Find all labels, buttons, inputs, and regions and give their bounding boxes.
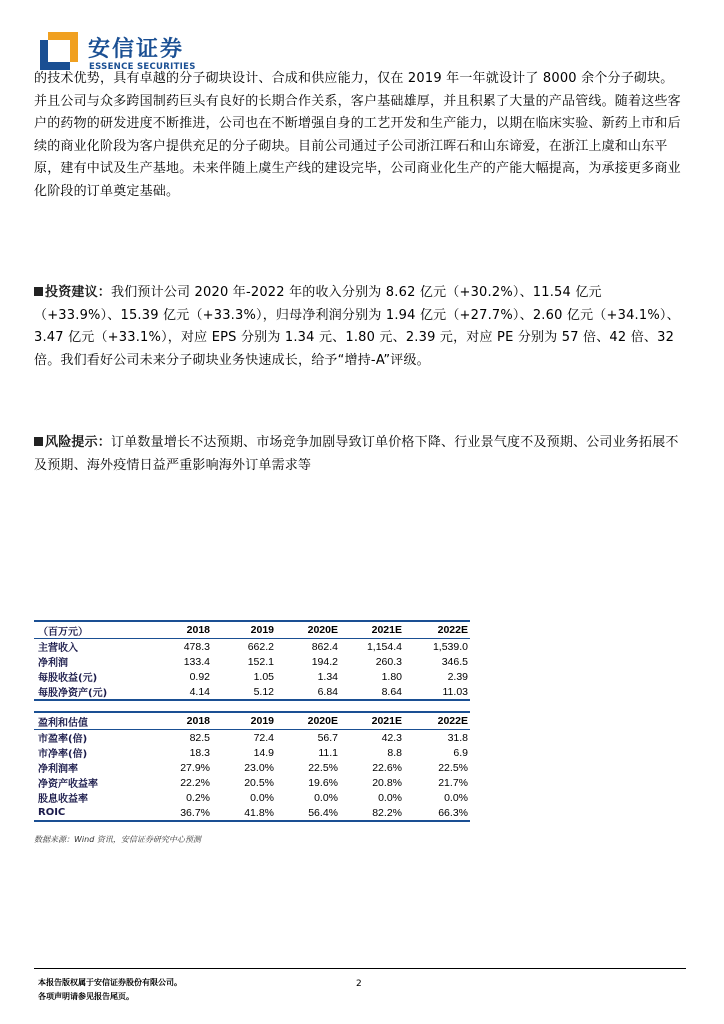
- table-cell: 478.3: [183, 640, 210, 653]
- essence-logo-icon: [40, 32, 78, 70]
- table-header-year: 2021E: [340, 712, 404, 730]
- table-cell: 22.2%: [180, 776, 210, 789]
- table-cell: 1,154.4: [366, 640, 402, 653]
- table-cell: 0.92: [189, 670, 210, 683]
- table-cell: 22.6%: [372, 761, 402, 774]
- row-label: 股息收益率: [38, 794, 88, 805]
- table-cell: 42.3: [381, 731, 402, 744]
- bullet-square-icon: [34, 287, 43, 296]
- table-cell: 662.2: [247, 640, 274, 653]
- row-label: 净利润率: [38, 764, 78, 775]
- table-row: [34, 775, 470, 790]
- table-cell: 1.80: [381, 670, 402, 683]
- table-header-year: 2019: [212, 712, 276, 730]
- table-cell: 11.03: [404, 684, 470, 700]
- table-cell: 31.8: [447, 731, 468, 744]
- table-cell: 72.4: [253, 731, 274, 744]
- investment-advice-text: 我们预计公司 2020 年-2022 年的收入分别为 8.62 亿元（+30.2%）、11.54 亿元（+33.9%）、15.39 亿元（+33.3%），归母净利润分别为 1.94 亿元（+27.7%）、2.60 亿元（+34.1%）、3.47 亿元（+33.1%），对应 EPS 分别为 1.34 元、1.80 元、2.39 元，对应 PE 分别为 57 倍、42 倍、32 倍。我们看好公司未来分子砌块业务快速成长，给予“增持-A”评级。: [34, 285, 680, 368]
- table-cell: 66.3%: [404, 805, 470, 821]
- row-label: 市净率(倍): [38, 749, 88, 760]
- table-cell: 0.2%: [186, 791, 210, 804]
- table-row: [34, 654, 470, 669]
- table-row: [34, 760, 470, 775]
- table-header-year: 2020E: [276, 621, 340, 639]
- footer-copyright: 本报告版权属于安信证券股份有限公司。: [38, 978, 182, 987]
- table-cell: 862.4: [311, 640, 338, 653]
- table-row: [34, 730, 470, 746]
- table-cell: 56.7: [317, 731, 338, 744]
- table-header-year: 2019: [212, 621, 276, 639]
- row-label: 每股净资产(元): [34, 684, 154, 700]
- table-cell: 4.14: [154, 684, 212, 700]
- table-cell: 27.9%: [180, 761, 210, 774]
- risk-warning-paragraph: [34, 432, 686, 477]
- table-cell: 1.34: [317, 670, 338, 683]
- table-header-year: 2018: [154, 712, 212, 730]
- table-header-year: 2022E: [404, 621, 470, 639]
- table-cell: 0.0%: [314, 791, 338, 804]
- table-row: [34, 639, 470, 655]
- row-label: 净利润: [38, 658, 68, 669]
- investment-advice-paragraph: [34, 282, 686, 372]
- table-cell: 260.3: [375, 655, 402, 668]
- row-label: 市盈率(倍): [38, 734, 88, 745]
- table-cell: 0.0%: [378, 791, 402, 804]
- footer-disclaimer: 各项声明请参见报告尾页。: [38, 992, 134, 1001]
- table-cell: 5.12: [212, 684, 276, 700]
- table-row: [34, 745, 470, 760]
- table-header-row: [34, 621, 470, 639]
- table-cell: 36.7%: [154, 805, 212, 821]
- table-cell: 14.9: [253, 746, 274, 759]
- table-cell: 0.0%: [444, 791, 468, 804]
- table-header-label: 盈利和估值: [34, 712, 154, 730]
- table-cell: 8.64: [340, 684, 404, 700]
- table-cell: 20.5%: [244, 776, 274, 789]
- logo-chinese-name: 安信证券: [88, 37, 185, 62]
- table-cell: 22.5%: [308, 761, 338, 774]
- table-header-year: 2021E: [340, 621, 404, 639]
- table-row: [34, 669, 470, 684]
- table-header-row: [34, 712, 470, 730]
- table-cell: 82.5: [189, 731, 210, 744]
- table-cell: 23.0%: [244, 761, 274, 774]
- table-cell: 8.8: [387, 746, 402, 759]
- page-number: 2: [356, 979, 362, 989]
- footer-divider: [34, 968, 686, 969]
- table-cell: 18.3: [189, 746, 210, 759]
- table-cell: 2.39: [447, 670, 468, 683]
- row-label: 净资产收益率: [38, 779, 98, 790]
- table-cell: 152.1: [247, 655, 274, 668]
- risk-warning-heading: 风险提示：: [45, 435, 112, 450]
- body-paragraph-1: 的技术优势，具有卓越的分子砌块设计、合成和供应能力，仅在 2019 年一年就设计了 8000 余个分子砌块。并且公司与众多跨国制药巨头有良好的长期合作关系，客户基础雄厚，并且积累了大量的产品管线。随着这些客户的药物的研发进度不断推进，公司也在不断增强自身的工艺开发和生产能力，以期在临床实验、新药上市和后续的商业化阶段为客户提供充足的分子砌块。目前公司通过子公司浙江晖石和山东谛爱，在浙江上虞和山东平原，建有中试及生产基地。未来伴随上虞生产线的建设完毕，公司商业化生产的产能大幅提高，为承接更多商业化阶段的订单奠定基础。: [34, 71, 681, 199]
- table-cell: 6.9: [453, 746, 468, 759]
- table-row: [34, 805, 470, 821]
- table-cell: 20.8%: [372, 776, 402, 789]
- row-label: 每股收益(元): [38, 673, 98, 684]
- table-cell: 21.7%: [438, 776, 468, 789]
- row-label: 主营收入: [38, 643, 78, 654]
- table-cell: 11.1: [318, 746, 338, 759]
- table-cell: 82.2%: [340, 805, 404, 821]
- table-cell: 56.4%: [276, 805, 340, 821]
- investment-advice-heading: 投资建议：: [45, 285, 112, 300]
- risk-warning-text: 订单数量增长不达预期、市场竞争加剧导致订单价格下降、行业景气度不及预期、公司业务拓展不及预期、海外疫情日益严重影响海外订单需求等: [34, 435, 679, 473]
- table-row: [34, 790, 470, 805]
- table-cell: 22.5%: [438, 761, 468, 774]
- table-cell: 6.84: [276, 684, 340, 700]
- table-cell: 41.8%: [212, 805, 276, 821]
- table-cell: 0.0%: [250, 791, 274, 804]
- logo-english-name: ESSENCE SECURITIES: [89, 62, 196, 72]
- table-row: [34, 684, 470, 700]
- data-source-note: 数据来源：Wind 资讯，安信证券研究中心预测: [34, 835, 201, 844]
- bullet-square-icon: [34, 437, 43, 446]
- table-cell: 1,539.0: [432, 640, 468, 653]
- table-cell: 1.05: [253, 670, 274, 683]
- table-header-year: 2018: [154, 621, 212, 639]
- table-cell: 346.5: [441, 655, 468, 668]
- table-header-label: （百万元）: [34, 621, 154, 639]
- table-cell: 133.4: [183, 655, 210, 668]
- table-header-year: 2020E: [276, 712, 340, 730]
- table-cell: 19.6%: [308, 776, 338, 789]
- row-label: ROIC: [34, 805, 154, 821]
- table-header-year: 2022E: [404, 712, 470, 730]
- table-cell: 194.2: [311, 655, 338, 668]
- financial-summary-table: [34, 620, 470, 822]
